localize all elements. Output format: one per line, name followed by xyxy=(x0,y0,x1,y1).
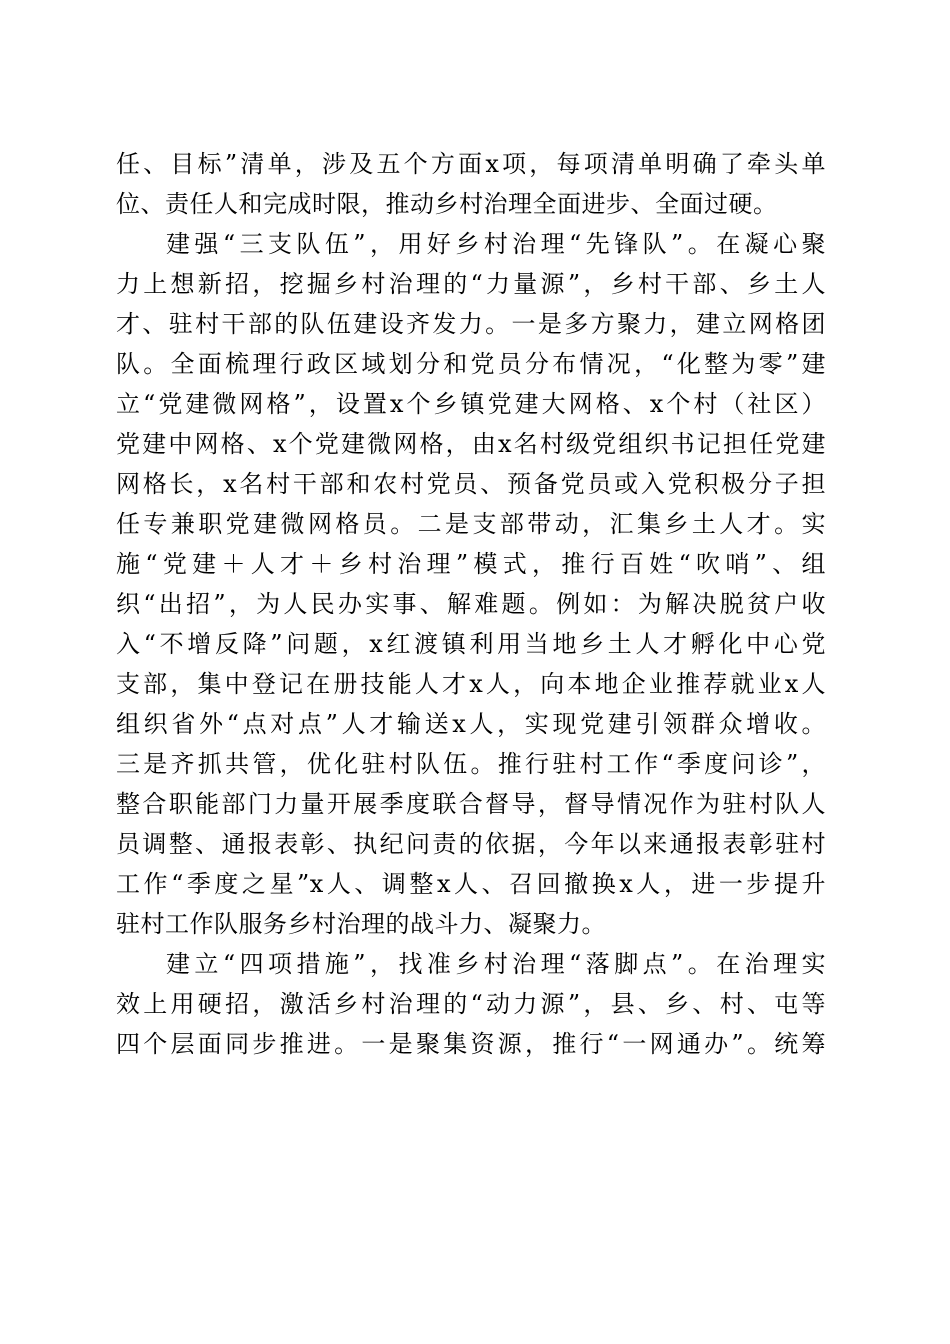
text-line: 位、责任人和完成时限，推动乡村治理全面进步、全面过硬。 xyxy=(116,190,778,218)
text-line: 任、目标”清单，涉及五个方面x项，每项清单明确了牵头单 xyxy=(116,150,826,178)
text-line: 立“党建微网格”，设置x个乡镇党建大网格、x个村（社区） xyxy=(116,390,826,418)
text-line: 组织省外“点对点”人才输送x人，实现党建引领群众增收。 xyxy=(116,710,826,738)
text-line: 效上用硬招，激活乡村治理的“动力源”，县、乡、村、屯等 xyxy=(116,990,826,1018)
text-line: 网格长，x名村干部和农村党员、预备党员或入党积极分子担 xyxy=(116,470,826,498)
text-line: 建强“三支队伍”，用好乡村治理“先锋队”。在凝心聚 xyxy=(166,230,826,258)
text-line: 织“出招”，为人民办实事、解难题。例如：为解决脱贫户收 xyxy=(116,590,826,618)
text-line: 入“不增反降”问题，x红渡镇利用当地乡土人才孵化中心党 xyxy=(116,630,826,658)
text-line: 施“党建＋人才＋乡村治理”模式，推行百姓“吹哨”、组 xyxy=(116,550,826,578)
text-line: 才、驻村干部的队伍建设齐发力。一是多方聚力，建立网格团 xyxy=(116,310,826,338)
text-line: 力上想新招，挖掘乡村治理的“力量源”，乡村干部、乡土人 xyxy=(116,270,826,298)
text-line: 任专兼职党建微网格员。二是支部带动，汇集乡土人才。实 xyxy=(116,510,826,538)
text-line: 党建中网格、x个党建微网格，由x名村级党组织书记担任党建 xyxy=(116,430,826,458)
text-line: 工作“季度之星”x人、调整x人、召回撤换x人，进一步提升 xyxy=(116,870,826,898)
text-line: 支部，集中登记在册技能人才x人，向本地企业推荐就业x人 xyxy=(116,670,826,698)
body-text xyxy=(116,144,826,1064)
text-line: 队。全面梳理行政区域划分和党员分布情况，“化整为零”建 xyxy=(116,350,826,378)
text-line: 整合职能部门力量开展季度联合督导，督导情况作为驻村队人 xyxy=(116,790,826,818)
text-line: 员调整、通报表彰、执纪问责的依据，今年以来通报表彰驻村 xyxy=(116,830,826,858)
text-line: 三是齐抓共管，优化驻村队伍。推行驻村工作“季度问诊”， xyxy=(116,750,826,778)
text-line: 驻村工作队服务乡村治理的战斗力、凝聚力。 xyxy=(116,910,606,938)
text-line: 建立“四项措施”，找准乡村治理“落脚点”。在治理实 xyxy=(166,950,826,978)
text-line: 四个层面同步推进。一是聚集资源，推行“一网通办”。统筹 xyxy=(116,1030,826,1058)
